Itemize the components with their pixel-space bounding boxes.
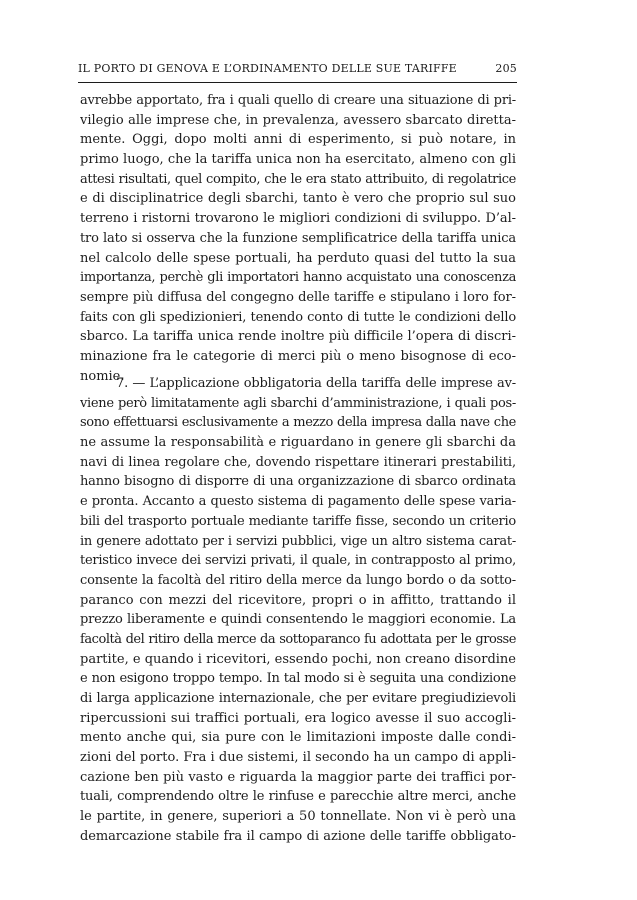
- text-line: nomie.: [80, 368, 125, 384]
- text-line: prezzo liberamente e quindi consentendo le maggiori economie. La: [80, 612, 516, 628]
- text-line: cazione ben più vasto e riguarda la maggior parte dei traffici por-: [80, 769, 516, 785]
- text-line: avrebbe apportato, fra i quali quello di creare una situazione di pri-: [80, 93, 516, 108]
- text-line: teristico invece dei servizi privati, il quale, in contrapposto al primo,: [80, 553, 516, 569]
- text-line: vilegio alle imprese che, in prevalenza, avessero sbarcato diretta-: [80, 112, 516, 128]
- text-line: primo luogo, che la tariffa unica non ha esercitato, almeno con gli: [80, 152, 516, 168]
- text-line: zioni del porto. Fra i due sistemi, il secondo ha un campo di appli-: [80, 750, 516, 766]
- paragraph-1: [80, 91, 516, 386]
- text-line: sono effettuarsi esclusivamente a mezzo della impresa dalla nave che: [80, 415, 516, 431]
- header-rule: [78, 82, 517, 83]
- text-line: paranco con mezzi del ricevitore, propri o in affitto, trattando il: [80, 592, 516, 608]
- text-line: viene però limitatamente agli sbarchi d’amministrazione, i quali pos-: [80, 395, 516, 411]
- text-line: mento anche qui, sia pure con le limitazioni imposte dalle condi-: [80, 730, 516, 746]
- text-line: demarcazione stabile fra il campo di azione delle tariffe obbligato-: [80, 828, 516, 844]
- text-line: mente. Oggi, dopo molti anni di esperimento, si può notare, in: [80, 132, 516, 148]
- text-line: tuali, comprendendo oltre le rinfuse e parecchie altre merci, anche: [80, 789, 516, 805]
- text-line: hanno bisogno di disporre di una organizzazione di sbarco ordinata: [80, 474, 516, 490]
- text-line: sbarco. La tariffa unica rende inoltre più difficile l’opera di discri-: [80, 329, 516, 345]
- section-7-opening-line: 7. — L’applicazione obbligatoria della tariffa delle imprese av-: [116, 376, 516, 391]
- text-line: facoltà del ritiro della merce da sottoparanco fu adottata per le grosse: [80, 631, 516, 647]
- paragraph-2: [80, 374, 516, 847]
- text-line: ne assume la responsabilità e riguardano in genere gli sbarchi da: [80, 435, 516, 451]
- text-line: di larga applicazione internazionale, che per evitare pregiudizievoli: [80, 691, 516, 706]
- text-line: e non esigono troppo tempo. In tal modo si è seguita una condizione: [80, 671, 516, 687]
- text-line: e pronta. Accanto a questo sistema di pagamento delle spese varia-: [80, 494, 516, 510]
- text-line: e di disciplinatrice degli sbarchi, tanto è vero che proprio sul suo: [80, 191, 516, 207]
- text-line: attesi risultati, quel compito, che le era stato attribuito, di regolatrice: [80, 171, 516, 187]
- text-line: importanza, perchè gli importatori hanno acquistato una conoscenza: [80, 270, 516, 286]
- text-line: partite, e quando i ricevitori, essendo pochi, non creano disordine: [80, 651, 516, 667]
- text-line: navi di linea regolare che, dovendo rispettare itinerari prestabiliti,: [80, 454, 516, 470]
- text-line: minazione fra le categorie di merci più o meno bisognose di eco-: [80, 348, 516, 364]
- text-line: sempre più diffusa del congegno delle tariffe e stipulano i loro for-: [80, 289, 516, 305]
- running-header-title: IL PORTO DI GENOVA E L’ORDINAMENTO DELLE SUE TARIFFE: [78, 62, 457, 75]
- text-line: bili del trasporto portuale mediante tariffe fisse, secondo un criterio: [80, 513, 516, 529]
- text-line: nel calcolo delle spese portuali, ha perduto quasi del tutto la sua: [80, 250, 516, 266]
- text-line: faits con gli spedizionieri, tenendo conto di tutte le condizioni dello: [80, 309, 516, 325]
- page-number: 205: [495, 62, 517, 75]
- running-header: [78, 62, 517, 78]
- text-line: in genere adottato per i servizi pubblici, vige un altro sistema carat-: [80, 533, 516, 549]
- text-line: consente la facoltà del ritiro della merce da lungo bordo o da sotto-: [80, 572, 516, 588]
- text-line: ripercussioni sui traffici portuali, era logico avesse il suo accogli-: [80, 710, 516, 726]
- text-line: tro lato si osserva che la funzione semplificatrice della tariffa unica: [80, 230, 516, 246]
- text-line: le partite, in genere, superiori a 50 tonnellate. Non vi è però una: [80, 809, 516, 825]
- text-line: terreno i ristorni trovarono le migliori condizioni di sviluppo. D’al-: [80, 211, 516, 227]
